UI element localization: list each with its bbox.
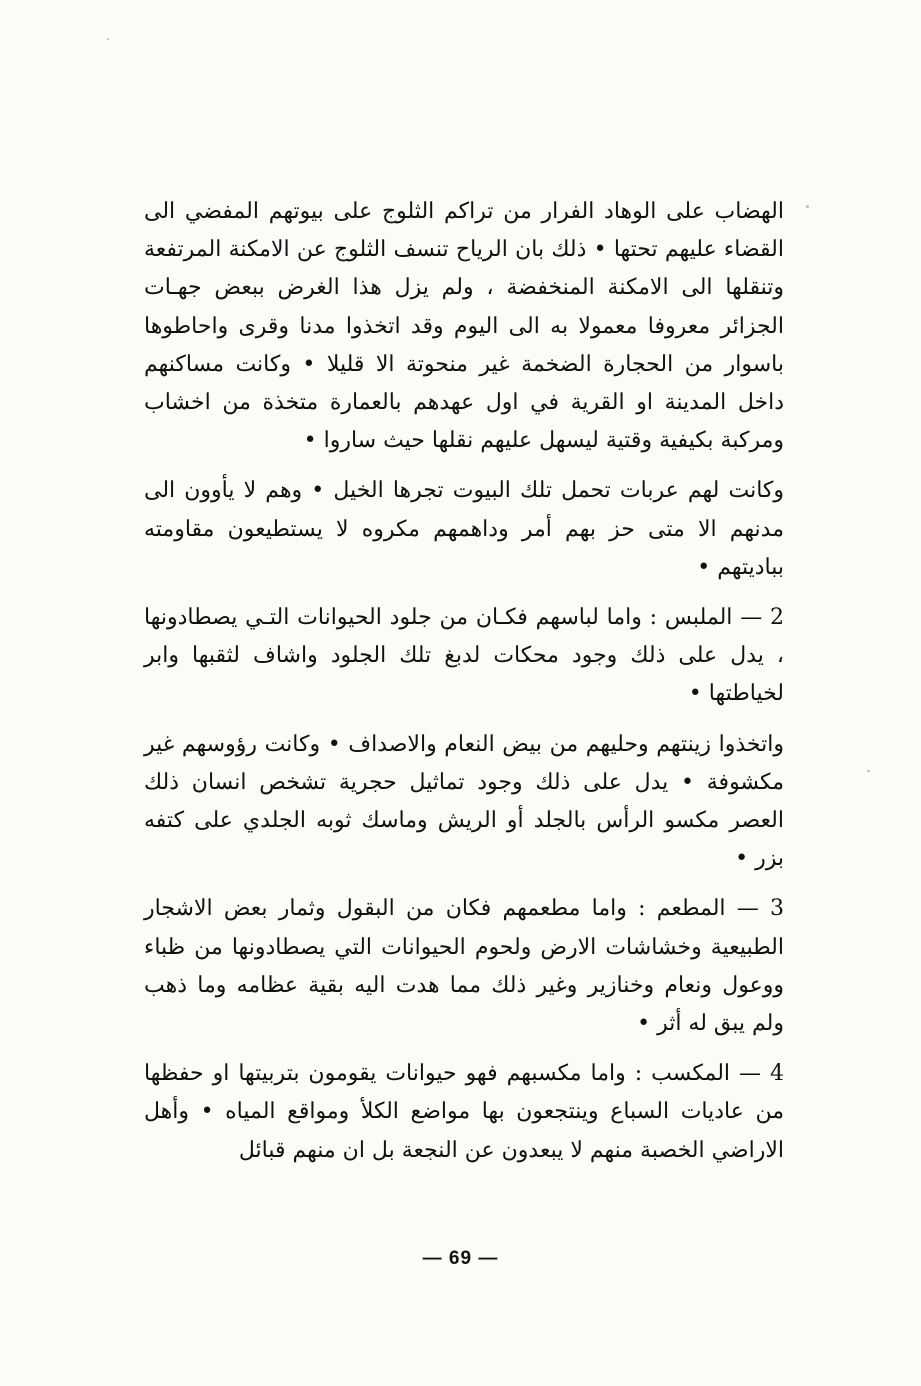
- paragraph-3: 2 — الملبس : واما لباسهم فكـان من جلود الحيوانات التـي يصطادونها ، يدل على ذلك وجود محكات لدبغ تلك الجلود واشاف لثقبها وابر لخياطتها •: [144, 605, 784, 707]
- page-number: — 69 —: [422, 1248, 499, 1269]
- paper-speck: [107, 38, 109, 40]
- paragraph-6: 4 — المكسب : واما مكسبهم فهو حيوانات يقومون بتربيتها او حفظها من عاديات السباع وينتجعون بها مواضع الكلأ ومواقع المياه • وأهل الاراضي الخصبة منهم لا يبعدون عن النجعة بل ان منهم قبائل: [144, 1061, 784, 1163]
- paper-speck: [867, 770, 870, 772]
- body-text: [144, 193, 784, 1170]
- paragraph-5: 3 — المطعم : واما مطعمهم فكان من البقول وثمار بعض الاشجار الطبيعية وخشاشات الارض ولحوم الحيوانات التي يصطادونها من ظباء ووعول ونعام وخنازير وغير ذلك مما هدت اليه بقية عظامه وما ذهب ولم يبق له أثر •: [144, 896, 784, 1037]
- paragraph-1: الهضاب على الوهاد الفرار من تراكم الثلوج على بيوتهم المفضي الى القضاء عليهم تحتها • ذلك بان الرياح تنسف الثلوج عن الامكنة المرتفعة وتنقلها الى الامكنة المنخفضة ، ولم يزل هذا الغرض ببعض جهـات الجزائر معروفا معمولا به الى اليوم وقد اتخذوا مدنا وقرى واحاطوها باسوار من الحجارة الضخمة غير منحوتة الا قليلا • وكانت مساكنهم داخل المدينة او القرية في اول عهدهم بالعمارة متخذة من اخشاب ومركبة بكيفية وقتية ليسهل عليهم نقلها حيث ساروا •: [144, 199, 785, 454]
- paragraph-4: واتخذوا زينتهم وحليهم من بيض النعام والاصداف • وكانت رؤوسهم غير مكشوفة • يدل على ذلك وجود تماثيل حجرية تشخص انسان ذلك العصر مكسو الرأس بالجلد أو الريش وماسك ثوبه الجلدي على كتفه بزر •: [144, 731, 784, 872]
- paragraph-2: وكانت لهم عربات تحمل تلك البيوت تجرها الخيل • وهم لا يأوون الى مدنهم الا متى حز بهم أمر وداهمهم مكروه لا يستطيعون مقاومته بباديتهم •: [144, 478, 784, 580]
- paper-speck: [806, 205, 809, 208]
